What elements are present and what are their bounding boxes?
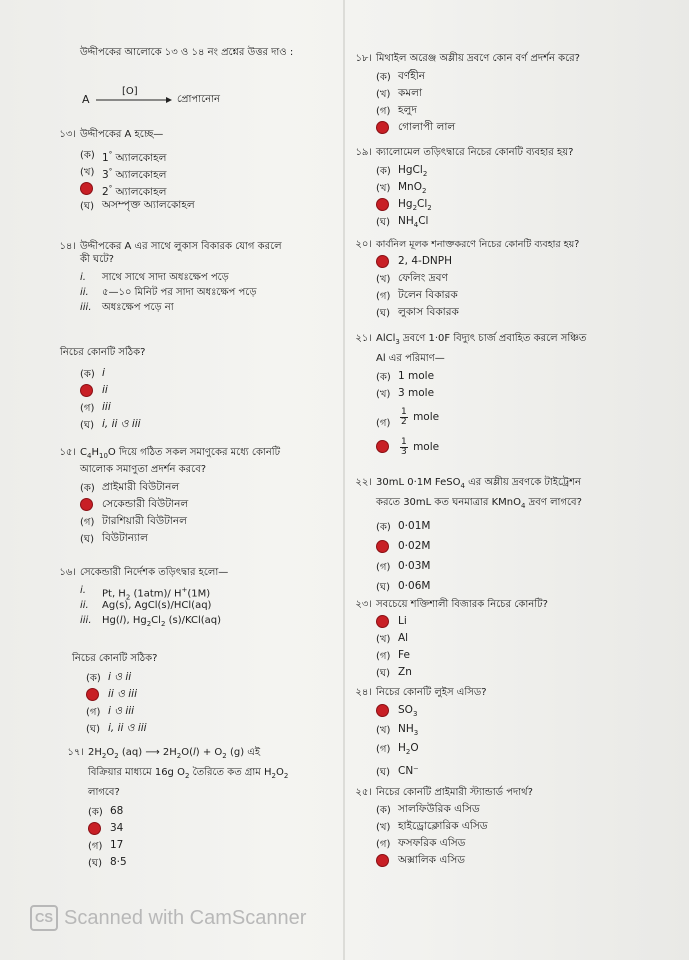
option[interactable]: (ঘ) 8·5 — [88, 856, 127, 869]
option[interactable]: (ক) বর্ণহীন — [376, 70, 425, 83]
option[interactable]: (ক) 0·01M — [376, 520, 431, 533]
answer-mark-icon — [377, 855, 388, 866]
question-number: ২২। — [355, 477, 372, 488]
answer-mark-icon — [377, 541, 388, 552]
option-selected[interactable]: $Hg_2Cl_2$ — [376, 196, 666, 213]
option[interactable]: (গ) Fe — [376, 649, 410, 662]
question-16-options: নিচের কোনটি সঠিক? (ক) i ও ii ii ও iii (গ) i ও iii (ঘ) i, ii ও iii — [72, 652, 332, 737]
statement: i. Pt, $H_2$ (1atm)/ H+(1M) — [80, 585, 211, 602]
question-15: ১৫। $C_4H_{10}O$ দিয়ে গঠিত সকল সমাণুকের মধ্যে কোনটি আলোক সমাণুতা প্রদর্শন করবে? (ক) প্রাইমারী বিউটানল সেকেন্ডারী বিউটানল (গ) টারশিয়ারী বিউটানল (ঘ) বিউটান্যাল — [80, 446, 340, 547]
product: প্রোপানোন — [177, 94, 220, 105]
option-selected[interactable]: $\frac{1}{3}$ mole — [376, 432, 676, 462]
question-number: ১৬। — [59, 567, 76, 578]
option[interactable]: (ঘ) i, ii ও iii — [80, 418, 141, 431]
question-17: ১৭। $2H_2O_2$ (aq) ⟶ $2H_2O(l) + O_2$ (g) এই বিক্রিয়ার মাধ্যমে 16g $O_2$ তৈরিতে কত গ্রাম $H_2O_2$ লাগবে? (ক) 68 34 (গ) 17 (ঘ) 8·5 — [88, 746, 338, 871]
reagent: [O] — [122, 86, 138, 97]
option[interactable]: (গ) ফসফরিক এসিড — [376, 837, 466, 850]
option[interactable]: (খ) Al — [376, 632, 409, 645]
option[interactable]: (গ) iii — [80, 401, 111, 414]
option-selected[interactable]: গোলাপী লাল — [376, 119, 666, 136]
camscanner-logo-icon: CS — [30, 905, 58, 931]
question-19: ১৯। ক্যালোমেল তড়িৎদ্বারে নিচের কোনটি ব্যবহার হয়? (ক) HgCl$_2$ (খ) MnO$_2$ $Hg_2Cl_2$ (ঘ) $NH_4Cl$ — [376, 146, 666, 230]
answer-mark-icon — [377, 441, 388, 452]
option[interactable]: (গ) 0·03M — [376, 560, 431, 573]
option-selected[interactable]: 0·02M — [376, 538, 676, 558]
option-text: 2° অ্যালকোহল — [102, 184, 167, 198]
question-16: ১৬। সেকেন্ডারী নির্দেশক তড়িৎদ্বার হলো— i. Pt, $H_2$ (1atm)/ H+(1M) ii. Ag(s), AgCl(s)/HCl(aq) iii. Hg(l), $Hg_2Cl_2$ (s)/KCl(aq) — [80, 566, 340, 628]
question-14: ১৪। উদ্দীপকের A এর সাথে লুকাস বিকারক যোগ করলে কী ঘটে? i. সাথে সাথে সাদা অধঃক্ষেপ পড়ে ii. ৫—১০ মিনিট পর সাদা অধঃক্ষেপ পড়ে iii. অধঃক্ষেপ পড়ে না — [80, 240, 340, 315]
option[interactable]: (খ) কমলা — [376, 87, 423, 100]
option[interactable]: (ক) 1 mole — [376, 370, 435, 383]
statement: ii. Ag(s), AgCl(s)/HCl(aq) — [80, 600, 212, 611]
question-number: ১৪। — [59, 241, 76, 252]
option[interactable]: (খ) $NH_3$ — [376, 723, 419, 738]
fraction: $\frac{1}{3}$ — [401, 436, 407, 457]
question-stem: 30mL 0·1M FeSO$_4$ এর অম্লীয় দ্রবণকে টাইট্রেশন — [376, 477, 581, 490]
question-20: ২০। কার্বনিল মূলক শনাক্তকরণে নিচের কোনটি ব্যবহার হয়? 2, 4-DNPH (খ) ফেলিং দ্রবণ (গ) টলেন বিকারক (ঘ) লুকাস বিকারক — [376, 238, 676, 321]
answer-mark-icon — [81, 385, 92, 396]
question-13 — [59, 128, 330, 214]
option-text: 1° অ্যালকোহল — [102, 150, 167, 164]
option[interactable]: (গ) 17 — [88, 839, 124, 852]
option[interactable]: (গ) হলুদ — [376, 104, 417, 117]
option-selected[interactable]: $SO_3$ — [376, 702, 666, 721]
option[interactable]: (খ) ফেলিং দ্রবণ — [376, 272, 448, 285]
option-selected[interactable]: অক্সালিক এসিড — [376, 852, 666, 869]
answer-mark-icon — [87, 689, 98, 700]
option[interactable]: (ক) প্রাইমারী বিউটানল — [80, 481, 180, 494]
question-number: ২১। — [355, 333, 372, 344]
statement: iii. Hg(l), $Hg_2Cl_2$ (s)/KCl(aq) — [80, 615, 222, 628]
question-24: ২৪। নিচের কোনটি লুইস এসিড? $SO_3$ (খ) $NH_3$ (গ) $H_2O$ (ঘ) CN⁻ — [376, 686, 666, 782]
option[interactable]: (গ) i ও iii — [86, 705, 135, 718]
option[interactable]: (ঘ) Zn — [376, 666, 412, 679]
answer-mark-icon — [377, 705, 388, 716]
option[interactable]: (ক) HgCl$_2$ — [376, 164, 428, 179]
option-selected[interactable]: ii — [80, 382, 320, 399]
option[interactable]: (গ) টলেন বিকারক — [376, 289, 458, 302]
question-stem: AlCl$_3$ দ্রবণে 1·0F বিদ্যুৎ চার্জ প্রবাহিত করলে সঞ্চিত — [376, 333, 587, 346]
question-number: ১৯। — [355, 147, 372, 158]
answer-mark-icon — [81, 499, 92, 510]
instruction: উদ্দীপকের আলোকে ১৩ ও ১৪ নং প্রশ্নের উত্তর দাও : — [80, 47, 294, 58]
question-23: ২৩। সবচেয়ে শক্তিশালী বিজারক নিচের কোনটি? Li (খ) Al (গ) Fe (ঘ) Zn — [376, 598, 666, 681]
reactant: A — [82, 93, 90, 106]
question-18: ১৮। মিথাইল অরেঞ্জ অম্লীয় দ্রবণে কোন বর্ণ প্রদর্শন করে? (ক) বর্ণহীন (খ) কমলা (গ) হলুদ গোলাপী লাল — [376, 52, 666, 136]
question-number: ২৫। — [355, 787, 372, 798]
question-25: ২৫। নিচের কোনটি প্রাইমারী স্ট্যান্ডার্ড পদার্থ? (ক) সালফিউরিক এসিড (খ) হাইড্রোক্লোরিক এসিড (গ) ফসফরিক এসিড অক্সালিক এসিড — [376, 786, 666, 869]
watermark-text: Scanned with CamScanner — [64, 906, 307, 929]
option[interactable]: (ক) i ও ii — [86, 671, 132, 684]
option-selected[interactable] — [80, 180, 330, 197]
question-number: ১৭। — [67, 747, 84, 758]
option[interactable]: (গ) $\frac{1}{2}$ mole — [376, 406, 440, 429]
question-number: ১৮। — [355, 53, 372, 64]
option[interactable]: (ক) 1° অ্যালকোহল — [80, 150, 167, 164]
question-stem: $2H_2O_2$ (aq) ⟶ $2H_2O(l) + O_2$ (g) এই — [88, 747, 261, 760]
question-stem: উদ্দীপকের A হচ্ছে— — [80, 129, 164, 140]
question-21: ২১। AlCl$_3$ দ্রবণে 1·0F বিদ্যুৎ চার্জ প্রবাহিত করলে সঞ্চিত Al এর পরিমাণ— (ক) 1 mole (খ) 3 mole (গ) $\frac{1}{2}$ mole $\frac{1}{3}$ mole — [376, 332, 676, 462]
option[interactable]: (ঘ) $NH_4Cl$ — [376, 215, 429, 230]
reaction-scheme — [82, 84, 282, 112]
option[interactable]: (খ) হাইড্রোক্লোরিক এসিড — [376, 820, 488, 833]
option[interactable]: (গ) টারশিয়ারী বিউটানল — [80, 515, 187, 528]
option-selected[interactable]: 2, 4-DNPH — [376, 253, 676, 270]
option-selected[interactable]: ii ও iii — [86, 686, 332, 703]
question-14-options: নিচের কোনটি সঠিক? (ক) i ii (গ) iii (ঘ) i, ii ও iii — [60, 346, 320, 433]
answer-mark-icon — [377, 256, 388, 267]
option-text: 3° অ্যালকোহল — [102, 167, 167, 181]
option[interactable]: (ঘ) লুকাস বিকারক — [376, 306, 459, 319]
answer-mark-icon — [377, 616, 388, 627]
answer-mark-icon — [377, 122, 388, 133]
option-selected[interactable]: Li — [376, 613, 666, 630]
option[interactable]: (ক) i — [80, 367, 105, 380]
fraction: $\frac{1}{2}$ — [401, 406, 407, 427]
option-selected[interactable]: 34 — [88, 820, 338, 837]
statement: i. সাথে সাথে সাদা অধঃক্ষেপ পড়ে — [80, 272, 229, 283]
option[interactable]: (ক) 68 — [88, 805, 124, 818]
option[interactable]: (ঘ) অসম্পৃক্ত অ্যালকোহল — [80, 199, 195, 212]
statement: ii. ৫—১০ মিনিট পর সাদা অধঃক্ষেপ পড়ে — [80, 287, 257, 298]
question-number: ১৫। — [59, 447, 76, 458]
option[interactable]: (ঘ) i, ii ও iii — [86, 722, 147, 735]
question-22: ২২। 30mL 0·1M FeSO$_4$ এর অম্লীয় দ্রবণকে টাইট্রেশন করতে 30mL কত ঘনমাত্রার KMnO$_4$ দ্রবণ লাগবে? (ক) 0·01M 0·02M (গ) 0·03M (ঘ) 0·06M — [376, 476, 676, 598]
option[interactable]: (খ) MnO$_2$ — [376, 181, 427, 196]
option[interactable]: (ক) সালফিউরিক এসিড — [376, 803, 480, 816]
option[interactable]: (গ) $H_2O$ — [376, 742, 419, 757]
question-number: ২৪। — [355, 687, 372, 698]
answer-mark-icon — [89, 823, 100, 834]
statement: iii. অধঃক্ষেপ পড়ে না — [80, 302, 174, 313]
question-number: ২৩। — [355, 599, 372, 610]
option-selected[interactable]: সেকেন্ডারী বিউটানল — [80, 496, 340, 513]
camscanner-watermark — [30, 905, 306, 931]
question-stem: $C_4H_{10}O$ দিয়ে গঠিত সকল সমাণুকের মধ্যে কোনটি — [80, 447, 281, 460]
option[interactable]: (ঘ) CN⁻ — [376, 765, 419, 778]
answer-mark-icon — [81, 183, 92, 194]
option[interactable]: (ঘ) বিউটান্যাল — [80, 532, 148, 545]
question-number: ১৩। — [59, 129, 76, 140]
question-number: ২০। — [355, 239, 372, 250]
option[interactable]: (খ) 3 mole — [376, 387, 435, 400]
answer-mark-icon — [377, 199, 388, 210]
option[interactable]: (ঘ) 0·06M — [376, 580, 431, 593]
option[interactable]: (খ) 3° অ্যালকোহল — [80, 167, 167, 181]
